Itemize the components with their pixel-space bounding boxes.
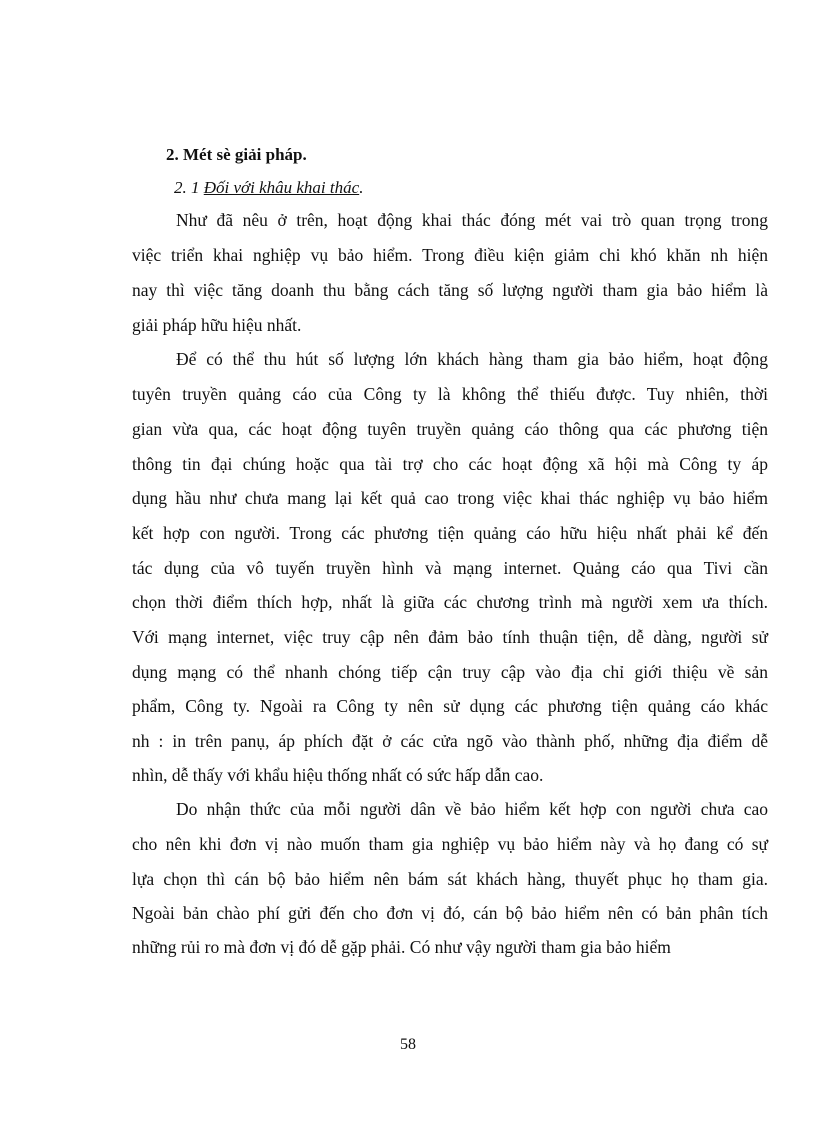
paragraph-line: giải pháp hữu hiệu nhất.: [132, 315, 302, 335]
paragraph-line: việc triển khai nghiệp vụ bảo hiểm. Trong điều kiện giảm chi khó khăn nh hiện: [132, 245, 768, 265]
paragraph-line: Ngoài bản chào phí gửi đến cho đơn vị đó, cán bộ bảo hiểm nên có bản phân tích: [132, 903, 768, 923]
subsection-heading: [174, 176, 363, 200]
paragraph-line: thông tin đại chúng hoặc qua tài trợ cho các hoạt động xã hội mà Công ty áp: [132, 454, 768, 474]
paragraph-line: nay thì việc tăng doanh thu bằng cách tăng số lượng người tham gia bảo hiểm là: [132, 280, 768, 300]
paragraph-line: tác dụng của vô tuyến truyền hình và mạng internet. Quảng cáo qua Tivi cần: [132, 558, 768, 578]
paragraph-line: tuyên truyền quảng cáo của Công ty là không thể thiếu được. Tuy nhiên, thời: [132, 384, 768, 404]
paragraph-line: cho nên khi đơn vị nào muốn tham gia nghiệp vụ bảo hiểm này và họ đang có sự: [132, 834, 768, 854]
paragraph-line: dụng mạng có thể nhanh chóng tiếp cận truy cập vào địa chỉ giới thiệu về sản: [132, 662, 768, 682]
page-number: 58: [400, 1036, 416, 1053]
paragraph-line: dụng hầu như chưa mang lại kết quả cao trong việc khai thác nghiệp vụ bảo hiểm: [132, 488, 768, 508]
paragraph-line: Do nhận thức của mỗi người dân về bảo hiểm kết hợp con người chưa cao: [176, 799, 768, 819]
subsection-number: 2. 1: [174, 178, 204, 197]
subsection-trailing: .: [359, 178, 364, 197]
paragraph-line: Như đã nêu ở trên, hoạt động khai thác đóng mét vai trò quan trọng trong: [176, 210, 768, 230]
subsection-title: Đối với khâu khai thác: [203, 178, 360, 197]
paragraph-line: phẩm, Công ty. Ngoài ra Công ty nên sử dụng các phương tiện quảng cáo khác: [132, 696, 768, 716]
paragraph-line: chọn thời điểm thích hợp, nhất là giữa các chương trình mà người xem ưa thích.: [132, 592, 768, 612]
section-heading: 2. Mét sè giải pháp.: [166, 145, 307, 164]
paragraph-line: những rủi ro mà đơn vị đó dễ gặp phải. Có như vậy người tham gia bảo hiểm: [132, 937, 671, 957]
paragraph-line: Để có thể thu hút số lượng lớn khách hàng tham gia bảo hiểm, hoạt động: [176, 349, 768, 369]
paragraph-line: nhìn, dễ thấy với khẩu hiệu thống nhất có sức hấp dẫn cao.: [132, 765, 544, 785]
paragraph-line: Với mạng internet, việc truy cập nên đảm bảo tính thuận tiện, dễ dàng, người sử: [132, 627, 768, 647]
paragraph-line: kết hợp con người. Trong các phương tiện quảng cáo hữu hiệu nhất phải kể đến: [132, 523, 768, 543]
paragraph-line: lựa chọn thì cán bộ bảo hiểm nên bám sát khách hàng, thuyết phục họ tham gia.: [132, 869, 768, 889]
paragraph-line: gian vừa qua, các hoạt động tuyên truyền quảng cáo thông qua các phương tiện: [132, 419, 768, 439]
paragraph-line: nh : in trên panụ, áp phích đặt ở các cửa ngõ vào thành phố, những địa điểm dễ: [132, 731, 768, 751]
